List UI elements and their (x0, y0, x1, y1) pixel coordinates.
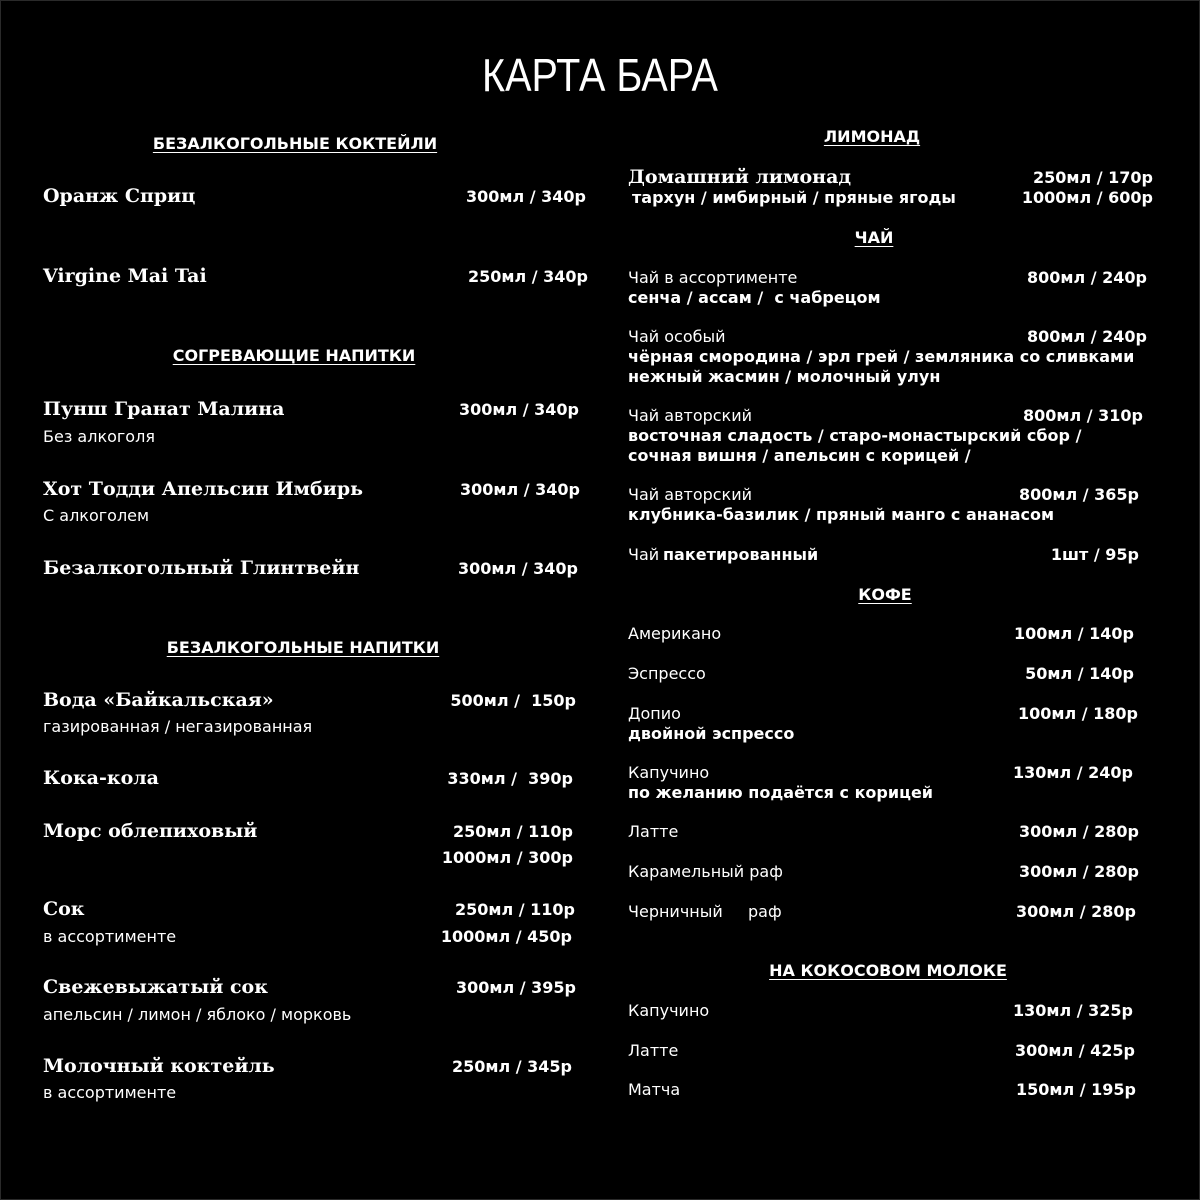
item-price: 800мл / 240р (1026, 327, 1147, 346)
item-note: газированная / негазированная (43, 717, 313, 736)
item-price: 300мл / 280р (1015, 902, 1136, 921)
item-name: Оранж Сприц (43, 185, 196, 207)
item-note: в ассортименте (43, 1083, 177, 1102)
item-price: 130мл / 325р (1012, 1001, 1133, 1020)
item-price: 800мл / 365р (1018, 485, 1139, 504)
item-note: сенча / ассам / с чабрецом (628, 288, 881, 307)
item-price: 300мл / 340р (458, 400, 579, 419)
section-heading-lemonade: ЛИМОНАД (823, 127, 921, 146)
item-note: апельсин / лимон / яблоко / морковь (43, 1005, 352, 1024)
section-heading-coconut: НА КОКОСОВОМ МОЛОКЕ (769, 961, 1007, 980)
item-name: Чай в ассортименте (628, 268, 798, 287)
section-heading-tea: ЧАЙ (854, 228, 894, 247)
item-name: Чай особый (628, 327, 726, 346)
item-price: 250мл / 110р (452, 822, 573, 841)
item-note: С алкоголем (43, 506, 150, 525)
item-name: Чай авторский (628, 406, 753, 425)
page-title: КАРТА БАРА (482, 49, 718, 101)
item-note: восточная сладость / старо-монастырский сбор / (628, 426, 1082, 445)
item-name: Капучино (628, 763, 710, 782)
item-name: Капучино (628, 1001, 710, 1020)
item-price-large: 1000мл / 300р (441, 848, 573, 867)
item-name: Домашний лимонад (628, 166, 852, 188)
item-price: 250мл / 110р (454, 900, 575, 919)
item-price: 100мл / 140р (1013, 624, 1134, 643)
item-price: 130мл / 240р (1012, 763, 1133, 782)
item-note: сочная вишня / апельсин с корицей / (628, 446, 971, 465)
item-name: Американо (628, 624, 722, 643)
item-name: Допио (628, 704, 681, 723)
item-note: нежный жасмин / молочный улун (628, 367, 941, 386)
item-price: 300мл / 340р (459, 480, 580, 499)
item-name-part: раф (748, 902, 782, 921)
item-price: 800мл / 310р (1022, 406, 1143, 425)
item-price: 100мл / 180р (1017, 704, 1138, 723)
item-note: чёрная смородина / эрл грей / земляника со сливками (628, 347, 1135, 366)
item-note: по желанию подаётся с корицей (628, 783, 934, 802)
item-note: в ассортименте (43, 927, 177, 946)
item-name: Свежевыжатый сок (43, 976, 268, 998)
item-name: Матча (628, 1080, 681, 1099)
item-name: Пунш Гранат Малина (43, 398, 285, 420)
item-price: 150мл / 195р (1015, 1080, 1136, 1099)
item-name: Чай авторский (628, 485, 753, 504)
item-price: 300мл / 340р (457, 559, 578, 578)
item-note: тархун / имбирный / пряные ягоды (632, 188, 956, 207)
item-note: Без алкоголя (43, 427, 155, 446)
item-price: 1шт / 95р (1050, 545, 1139, 564)
item-name: Латте (628, 1041, 679, 1060)
item-name: Молочный коктейль (43, 1055, 275, 1077)
item-price: 250мл / 345р (451, 1057, 572, 1076)
item-name: Морс облепиховый (43, 820, 258, 842)
item-note: двойной эспрессо (628, 724, 795, 743)
item-price: 330мл / 390р (447, 769, 573, 788)
item-price-large: 1000мл / 450р (440, 927, 572, 946)
item-name: Безалкогольный Глинтвейн (43, 557, 360, 579)
item-name-part: Чай (628, 545, 660, 564)
item-name: Вода «Байкальская» (43, 689, 274, 711)
item-name: Virgine Mai Tai (43, 265, 207, 287)
item-price: 300мл / 340р (465, 187, 586, 206)
item-name: Сок (43, 898, 85, 920)
item-price: 300мл / 425р (1014, 1041, 1135, 1060)
item-name-part: пакетированный (663, 545, 819, 564)
item-price: 300мл / 395р (455, 978, 576, 997)
item-note: клубника-базилик / пряный манго с ананасом (628, 505, 1055, 524)
item-price: 300мл / 280р (1018, 862, 1139, 881)
item-price: 50мл / 140р (1025, 664, 1134, 683)
item-name: Латте (628, 822, 679, 841)
section-heading-coffee: КОФЕ (858, 585, 912, 604)
item-name: Эспрессо (628, 664, 706, 683)
item-price: 250мл / 340р (467, 267, 588, 286)
section-heading-cocktails: БЕЗАЛКОГОЛЬНЫЕ КОКТЕЙЛИ (152, 134, 438, 153)
item-price-large: 1000мл / 600р (1021, 188, 1153, 207)
section-heading-warming: СОГРЕВАЮЩИЕ НАПИТКИ (172, 346, 416, 365)
item-price: 300мл / 280р (1018, 822, 1139, 841)
section-heading-soft-drinks: БЕЗАЛКОГОЛЬНЫЕ НАПИТКИ (166, 638, 440, 657)
item-price: 250мл / 170р (1032, 168, 1153, 187)
item-price: 500мл / 150р (450, 691, 576, 710)
item-price: 800мл / 240р (1026, 268, 1147, 287)
item-name: Хот Тодди Апельсин Имбирь (43, 478, 363, 500)
item-name-part: Черничный (628, 902, 723, 921)
item-name: Кока-кола (43, 767, 159, 789)
item-name: Карамельный раф (628, 862, 783, 881)
